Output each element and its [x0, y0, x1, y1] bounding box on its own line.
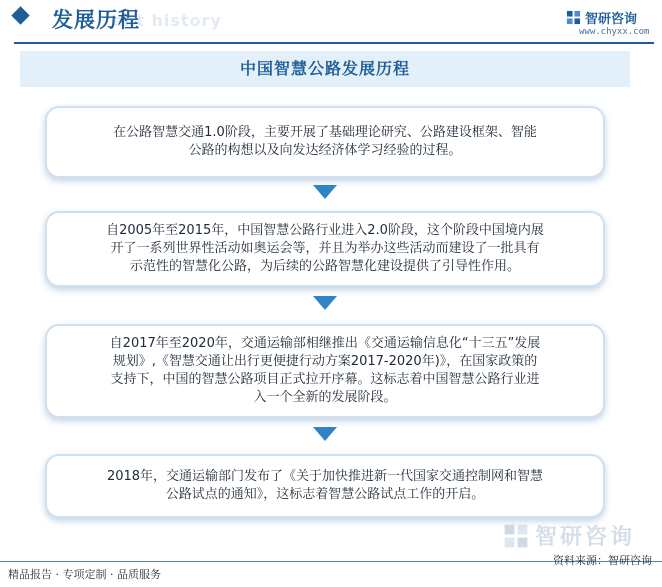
timeline-line: 支持下，中国的智慧公路项目正式拉开序幕。这标志着中国智慧公路行业进: [110, 372, 540, 387]
footer-source: 资料来源：智研咨询: [553, 554, 652, 567]
timeline-line: 规划》,《智慧交通让出行更便捷行动方案2017-2020年)》，在国家政策的: [112, 354, 538, 369]
timeline-text-3: [110, 335, 541, 407]
timeline-text-1: [113, 124, 537, 160]
brand-logo-icon: [566, 10, 581, 25]
watermark-logo: [503, 520, 635, 551]
diamond-icon: [11, 6, 29, 24]
timeline-card-1: [45, 106, 605, 178]
timeline-line: 自2005年至2015年，中国智慧公路行业进入2.0阶段，这个阶段中国境内展: [106, 223, 544, 238]
timeline-line: 开了一系列世界性活动如奥运会等，并且为举办这些活动而建设了一批具有: [110, 241, 540, 256]
timeline-line: 在公路智慧交通1.0阶段，主要开展了基础理论研究、公路建设框架、智能: [113, 125, 537, 140]
timeline-line: 2018年，交通运输部门发布了《关于加快推进新一代国家交通控制网和智慧: [106, 469, 544, 484]
timeline-card-2: [45, 211, 605, 287]
section-banner: 中国智慧公路发展历程: [20, 51, 630, 87]
timeline-line: 公路试点的通知》，这标志着智慧公路试点工作的开启。: [165, 487, 485, 502]
timeline-text-2: [106, 222, 544, 276]
timeline-line: 入一个全新的发展阶段。: [253, 390, 397, 405]
brand-name: 智研咨询: [585, 12, 638, 27]
timeline-text-4: [107, 468, 543, 504]
timeline-card-3: [45, 324, 605, 418]
brand-url: www.chyxx.com: [579, 27, 650, 37]
down-arrow-icon: [313, 185, 337, 199]
watermark-text: 智研咨询: [535, 525, 636, 550]
down-arrow-icon: [313, 296, 337, 310]
timeline-line: 示范性的智慧化公路，为后续的公路智慧化建设提供了引导性作用。: [129, 259, 520, 274]
page-header: [0, 0, 662, 44]
timeline-line: 自2017年至2020年，交通运输部相继推出《交通运输信息化“十三五”发展: [109, 336, 541, 351]
timeline-line: 公路的构想以及向发达经济体学习经验的过程。: [188, 143, 462, 158]
footer-tagline: 精品报告 · 专项定制 · 品质服务: [8, 568, 161, 581]
header-divider: [14, 42, 654, 44]
page-title: 发展历程: [52, 8, 140, 32]
down-arrow-icon: [313, 427, 337, 441]
brand: [566, 8, 637, 27]
watermark-logo-icon: [503, 523, 529, 549]
header-ghost-text: ent history: [112, 11, 222, 30]
timeline-card-4: [45, 454, 605, 518]
